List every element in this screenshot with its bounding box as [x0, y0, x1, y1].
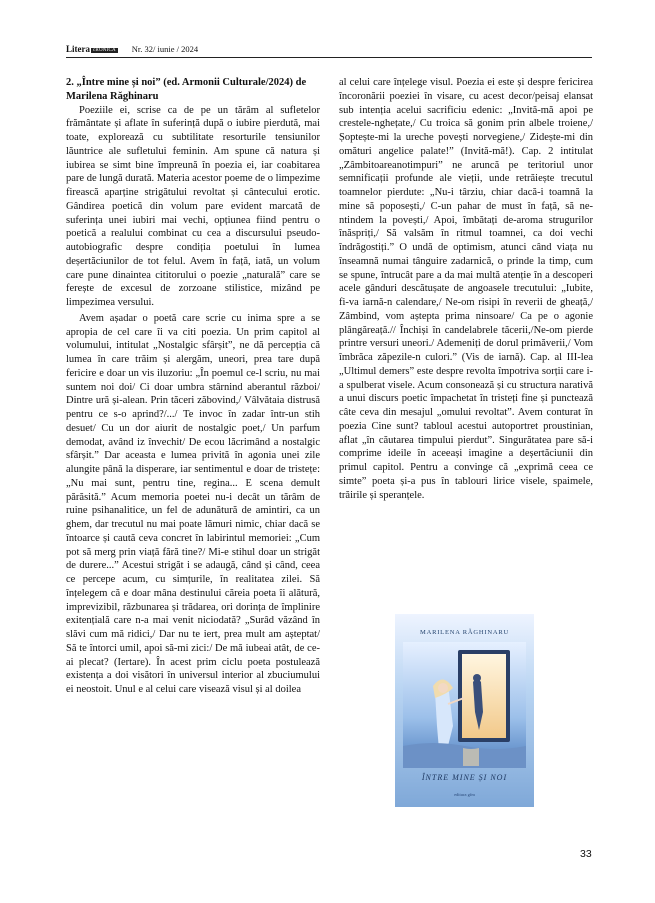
paragraph: Poeziile ei, scrise ca de pe un tărâm al sufletelor frământate și aflate în suferință după o iubire pierdută, mai toate, explorează cu subtilitate resorturile tensiunilor lăuntrice ale sufletului feminin. Am spune că natura și iubirea se simt bine împreună în poezia ei, iar coabitarea pare de lungă durată. Materia acestor poeme de o limpezime firească aparține strigătului revoltat și cântecului erotic. Gândirea poetică din volum pare evident marcată de suferința unei iubiri mai vechi, opțiunea fiind pentru o poetică a realului combinat cu cea a discursului pseudo-autobiografic despre condiția poetului în lumea deșertăciunilor de tot felul. Avem în față, iată, un volum care pune dinaintea cititorului o poezie „naturală” care se ferește de excesul de zorzoane stilistice, mizând pe limpezimea versului.: [66, 104, 320, 308]
magazine-brand: Litera: [66, 44, 90, 54]
article-title: 2. „Între mine și noi” (ed. Armonii Culturale/2024) de Marilena Răghinaru: [66, 77, 307, 102]
cover-title: ÎNTRE MINE ȘI NOI: [421, 773, 508, 782]
header-rule: [66, 57, 592, 58]
cover-publisher: editura gfm: [454, 792, 475, 797]
cover-author: MARILENA RĂGHINARU: [420, 629, 509, 636]
magazine-brand-tag: cRONICA: [93, 48, 116, 53]
paragraph: Avem așadar o poetă care scrie cu inima spre a se apropia de cel care îi va citi poezia. Un prim capitol al volumului, intitulat „Nostalgic sfârșit”, ne dă percepția că lumea în care trăim și alergăm, uneori, prea tare după fericire e doar un vis iluzoriu: „În poemul ce-l scriu, nu mai suntem noi doi/ Ci doar umbra stârnind aberantul război/ Dintre ură și-alean. Prin tăceri zăbovind,/ Vâlvătaia distrusă pentru ce s-o aprind?/.../ Te invoc în zadar într-un stih desuet/ Cu un dor aiurit de nostalgic poet,/ Un parfum demodat, având iz învechit/ De ecou lăcrimând a nostalgic sfârșit.” Dar aceasta e lumea privită în agonia unei zile alungite până la disperare, iar sentimentul e doar de tristețe: „Nu mai sunt, pentru tine, regina... E scena demult părăsită.” Acum memoria poetei nu-i decât un tărâm de ruine psihanalitice, un fel de adunătură de amintiri, ca un ghem, dar trecutul nu mai poate lămuri nimic, chiar dacă se întoarce și caută ceva concret în labirintul memoriei: „Cum pot să merg prin viață fără tine?/ Mi-e stihul doar un strigăt de durere...” Acestui strigăt i se adaugă, când și când, ceea ce percepe acum, cu simțurile, în realitatea zilei. Să înțelegem că e doar mâna destinului căreia poeta îi alătură, imprevizibil, răzbunarea și trădarea, ori dorința de împlinire exitențială care n-a mai venit niciodată? „Surâd văzând în slăvi cum mă ridici,/ Dar nu te iert, prea mult am așteptat/ Să te întorci umil, apoi să-mi zici:/ De mă iubeai atât, de ce-ai plecat? (Iertare). În acest prim ciclu poeta postulează existența a doi visători în universul interior al zbuciumului ei neostoit. Unul e al celui care visează visul și al doilea: [66, 312, 320, 695]
issue-info: Nr. 32/ iunie / 2024: [131, 44, 199, 54]
book-cover-image: [395, 614, 534, 807]
cover-illustration: [403, 642, 526, 768]
right-column: [339, 76, 593, 502]
page-header: [66, 44, 594, 58]
paragraph: al celui care înțelege visul. Poezia ei este și despre fericirea încoronării poeziei în visare, cu acest decor/peisaj elansat sub intenția acelui sacrificiu edenic: „Invită-mă apoi pe crestele-nghețate,/ Cu troica să gonim prin albele troiene,/ Șoptește-mi la ureche povești norvegiene,/ Zidește-mi din omături angelice palate!” (Invită-mă!). Cap. 2 intitulat „Zâmbitoareanotimpuri” ne aruncă pe teritoriul unor semnificații profunde ale vieții, unde retrăiește trecutul toamnelor pierdute: „Nu-i târziu, chiar dacă-i toamnă la mine să poposești,/ C-un pahar de must în față, să ne-ntindem la povești,/ Apoi, îmbătați de-aroma strugurilor înăspriți,/ Să valsăm în ritmul toamnei, ca doi vechi îndrăgostiți.” O undă de optimism, atunci când viața nu înseamnă numai tânguire zadarnică, o prinde la timp, cum se spune, întrucât pare a da mai multă atenție în a descoperi acele gânduri descătușate de angoasele trecutului: „Iubite, fi-va iarnă-n calendare,/ Ne-om risipi în reverii de gheață,/ Zâmbind, vom aștepta prima ninsoare/ Ca pe o agonie plângăreață.// Închiși în candelabrele tăcerii,/Ne-om pierde printre versuri uneori./ Ademeniți de dorul primăverii,/ Vom îmbrăca zăpezile-n culori.” (Vis de iarnă). Cap. al III-lea „Ultimul demers” este despre revolta împotriva sorții care i-a spulberat visele. Acum consonează și cu structura narativă a unui discurs poetic împachetat în tristeți fine și punctează câte ceva din mesajul „omului revoltat”. Avem conturat în poezia Cine sunt? tabloul acestui autoportret proustinian, aflat „în căutarea timpului pierdut”. Singurătatea pare să-i comprime ideile în aceeași imagine a deșertăciunii din primul capitol. Pentru a convinge că „exprimă ceea ce simte” poeta și-a pus în tablouri lirice visele, spaimele, trăirile și speranțele.: [339, 77, 593, 501]
left-column: [66, 76, 320, 697]
page-number: 33: [580, 848, 592, 860]
